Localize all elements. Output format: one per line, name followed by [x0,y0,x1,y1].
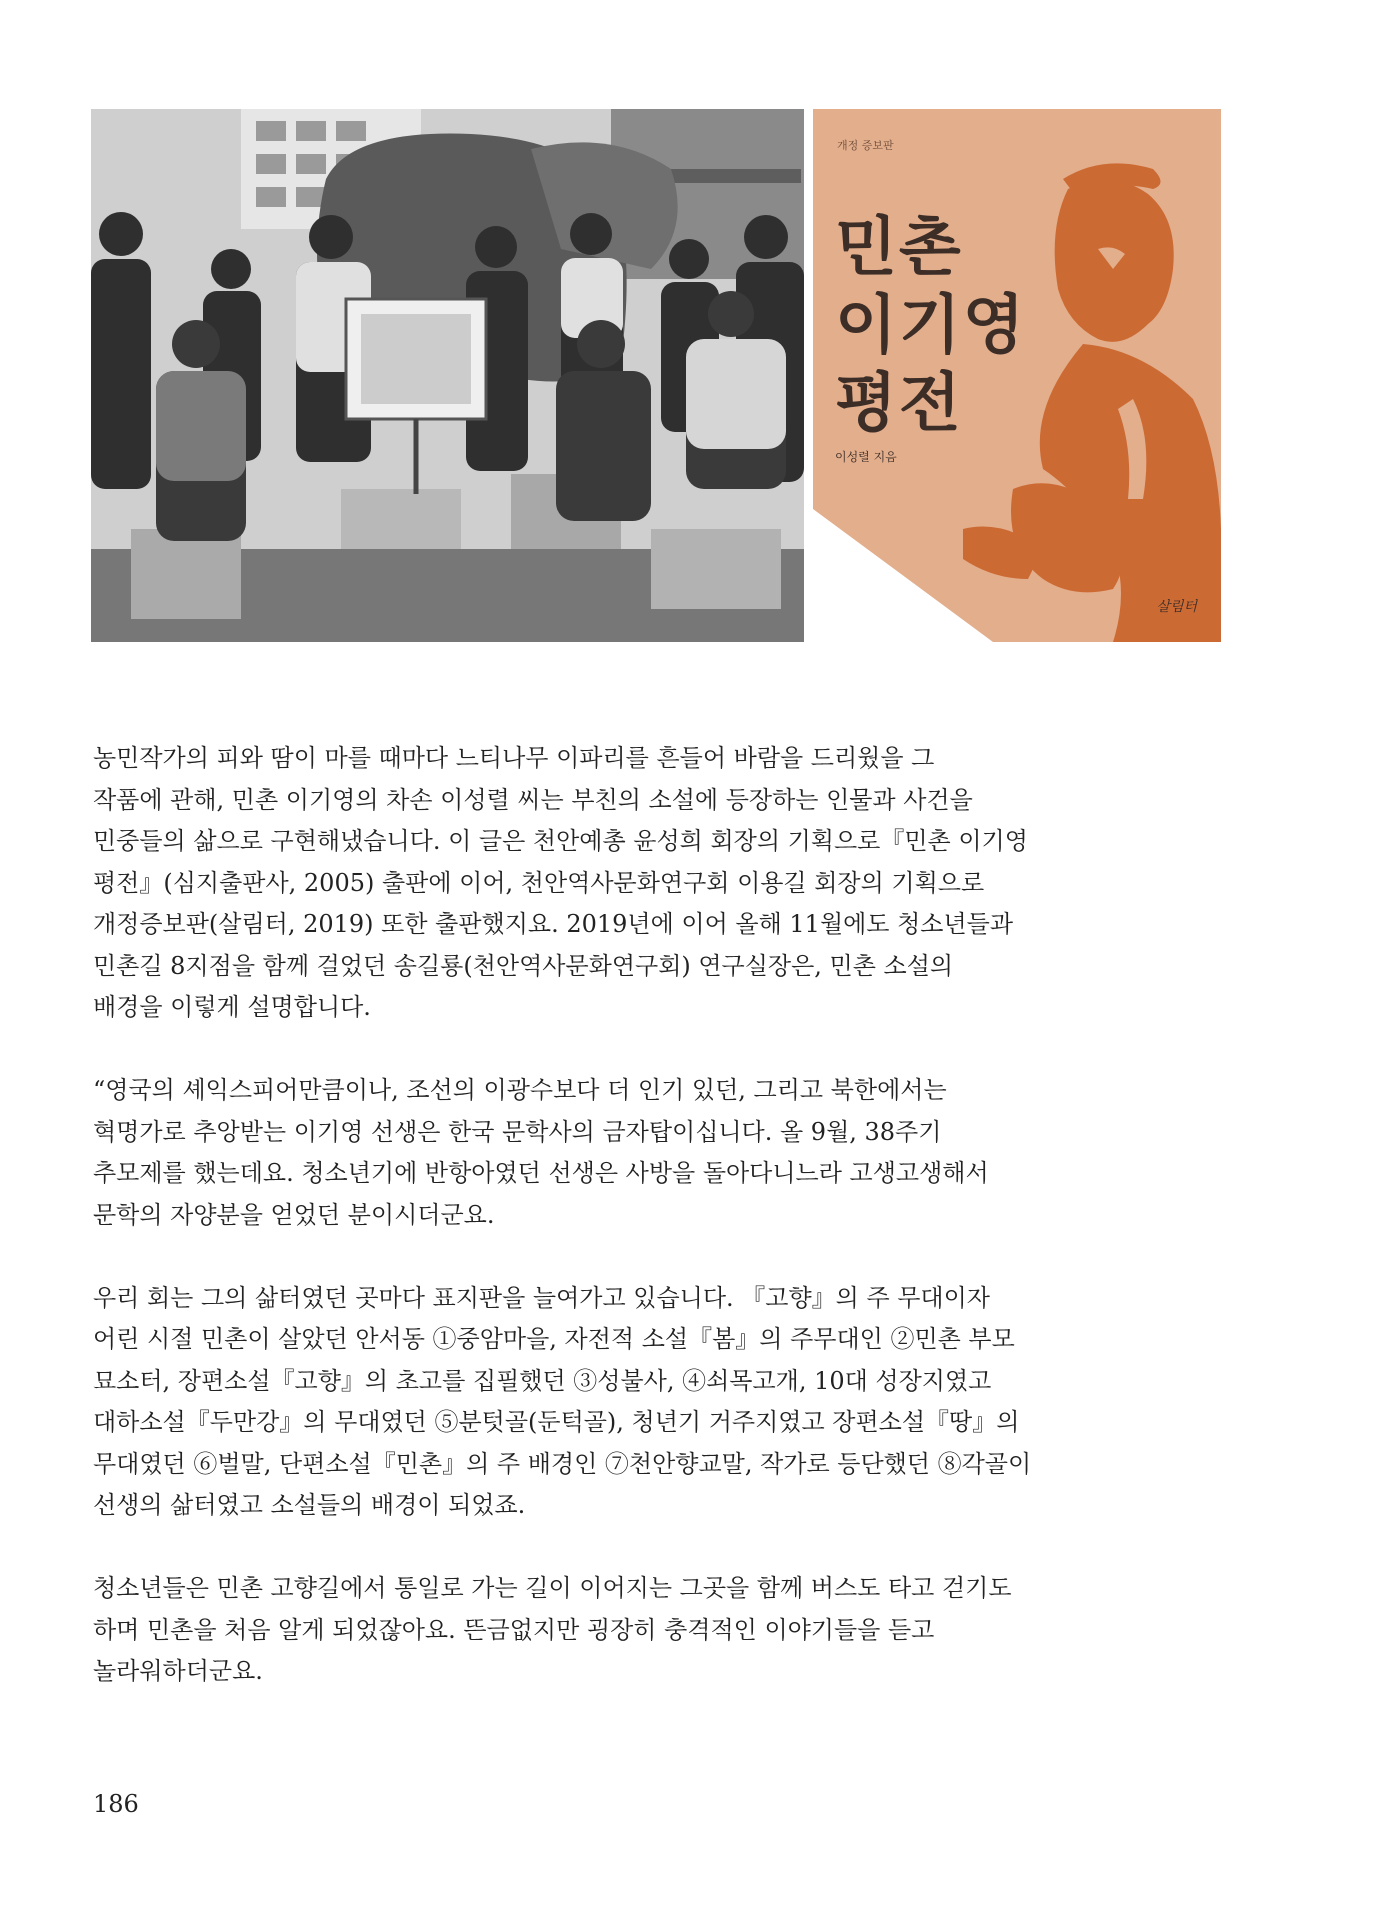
text-line: 선생의 삶터였고 소설들의 배경이 되었죠. [93,1491,526,1519]
text-line: 민중들의 삶으로 구현해냈습니다. 이 글은 천안예총 윤성희 회장의 기획으로『민촌 이기영 [93,827,1028,855]
page-number: 186 [93,1790,139,1818]
cover-title-line: 이기영 [835,289,1027,363]
text-line: 민촌길 8지점을 함께 걸었던 송길룡(천안역사문화연구회) 연구실장은, 민촌 소설의 [93,951,954,980]
book-cover [813,109,1221,642]
cover-publisher-logo: 살림터 [1156,599,1197,615]
paragraph [93,1070,1093,1236]
text-line: 어린 시절 민촌이 살았던 안서동 ①중암마을, 자전적 소설『봄』의 주무대인 ②민촌 부모 [93,1325,1015,1353]
text-line: 추모제를 했는데요. 청소년기에 반항아였던 선생은 사방을 돌아다니느라 고생고생해서 [93,1159,989,1187]
group-photo-illustration [91,109,804,642]
text-line: 평전』(심지출판사, 2005) 출판에 이어, 천안역사문화연구회 이용길 회장의 기획으로 [93,868,985,897]
text-line: 개정증보판(살림터, 2019) 또한 출판했지요. 2019년에 이어 올해 11월에도 청소년들과 [93,910,1014,938]
text-line: 농민작가의 피와 땀이 마를 때마다 느티나무 이파리를 흔들어 바람을 드리웠을 그 [93,744,935,772]
group-photo [91,109,804,642]
text-line: 무대였던 ⑥벌말, 단편소설『민촌』의 주 배경인 ⑦천안향교말, 작가로 등단했던 ⑧각골이 [93,1449,1032,1478]
text-line: 묘소터, 장편소설『고향』의 초고를 집필했던 ③성불사, ④쇠목고개, 10대 성장지였고 [93,1366,992,1395]
text-line: 놀라워하더군요. [93,1657,263,1685]
text-line: 문학의 자양분을 얻었던 분이시더군요. [93,1200,495,1229]
paragraph [93,1568,1093,1693]
paragraph [93,738,1093,1029]
paragraph [93,1278,1093,1527]
text-line: 배경을 이렇게 설명합니다. [93,993,371,1021]
cover-title [835,209,1035,443]
text-line: 작품에 관해, 민촌 이기영의 차손 이성렬 씨는 부친의 소설에 등장하는 인물과 사건을 [93,785,973,814]
text-line: 우리 회는 그의 삶터였던 곳마다 표지판을 늘여가고 있습니다. 『고향』의 주 무대이자 [93,1283,990,1312]
cover-title-line: 평전 [835,367,963,441]
cover-author: 이성렬 지음 [835,450,897,464]
text-line: 청소년들은 민촌 고향길에서 통일로 가는 길이 이어지는 그곳을 함께 버스도 타고 걷기도 [93,1574,1012,1602]
article-body [93,738,1093,1734]
cover-title-line: 민촌 [835,211,963,285]
cover-edition-label: 개정 증보판 [837,139,894,152]
text-line: 대하소설『두만강』의 무대였던 ⑤분텃골(둔턱골), 청년기 거주지였고 장편소설『땅』의 [93,1408,1020,1436]
text-line: “영국의 셰익스피어만큼이나, 조선의 이광수보다 더 인기 있던, 그리고 북한에서는 [93,1076,947,1104]
text-line: 혁명가로 추앙받는 이기영 선생은 한국 문학사의 금자탑이십니다. 올 9월, 38주기 [93,1117,942,1146]
text-line: 하며 민촌을 처음 알게 되었잖아요. 뜬금없지만 굉장히 충격적인 이야기들을 듣고 [93,1615,935,1644]
